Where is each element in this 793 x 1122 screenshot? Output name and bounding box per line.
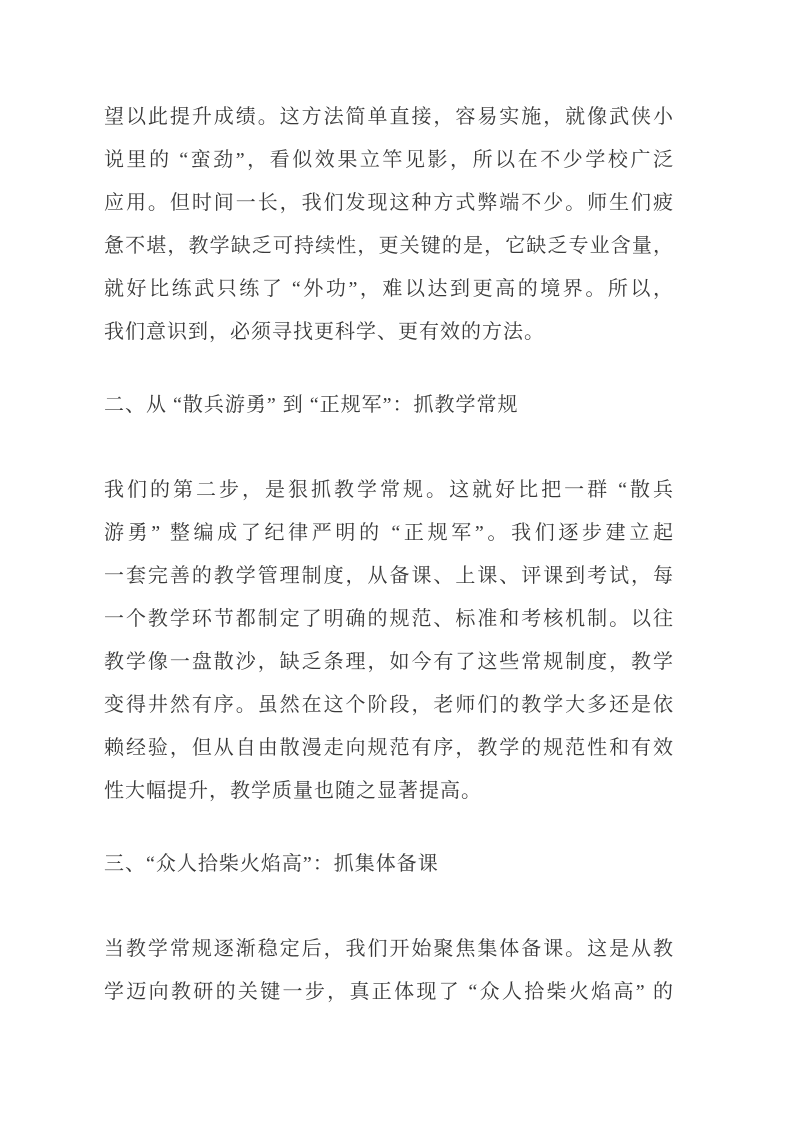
text-line: 变得井然有序。虽然在这个阶段，老师们的教学大多还是依 [104,694,674,716]
text-line: 一套完善的教学管理制度，从备课、上课、评课到考试，每 [104,565,674,587]
document-body [104,96,674,1044]
paragraph-methods-drawbacks [104,96,674,354]
text-line: 性大幅提升，教学质量也随之显著提高。 [104,780,482,802]
text-line: 游勇” 整编成了纪律严明的 “正规军”。我们逐步建立起 [104,522,674,544]
text-line: 就好比练武只练了 “外功”，难以达到更高的境界。所以， [104,278,674,300]
text-line: 一个教学环节都制定了明确的规范、标准和考核机制。以往 [104,608,674,630]
section-heading-2 [104,384,674,427]
text-line: 教学像一盘散沙，缺乏条理，如今有了这些常规制度，教学 [104,651,674,673]
paragraph-teaching-routine [104,469,674,813]
text-line: 说里的 “蛮劲”，看似效果立竿见影，所以在不少学校广泛 [104,149,674,171]
text-line: 我们意识到，必须寻找更科学、更有效的方法。 [104,321,545,343]
paragraph-collective-lesson-prep [104,928,674,1014]
section-heading-3 [104,843,674,886]
text-line: 我们的第二步，是狠抓教学常规。这就好比把一群 “散兵 [104,479,674,501]
text-line: 二、从 “散兵游勇” 到 “正规军”：抓教学常规 [104,394,519,416]
text-line: 三、“众人拾柴火焰高”：抓集体备课 [104,853,439,875]
text-line: 赖经验，但从自由散漫走向规范有序，教学的规范性和有效 [104,737,674,759]
text-line: 望以此提升成绩。这方法简单直接，容易实施，就像武侠小 [104,106,674,128]
text-line: 应用。但时间一长，我们发现这种方式弊端不少。师生们疲 [104,192,674,214]
text-line: 当教学常规逐渐稳定后，我们开始聚焦集体备课。这是从教 [104,938,674,960]
text-line: 惫不堪，教学缺乏可持续性，更关键的是，它缺乏专业含量， [104,235,674,257]
text-line: 学迈向教研的关键一步，真正体现了 “众人拾柴火焰高” 的 [104,981,674,1003]
